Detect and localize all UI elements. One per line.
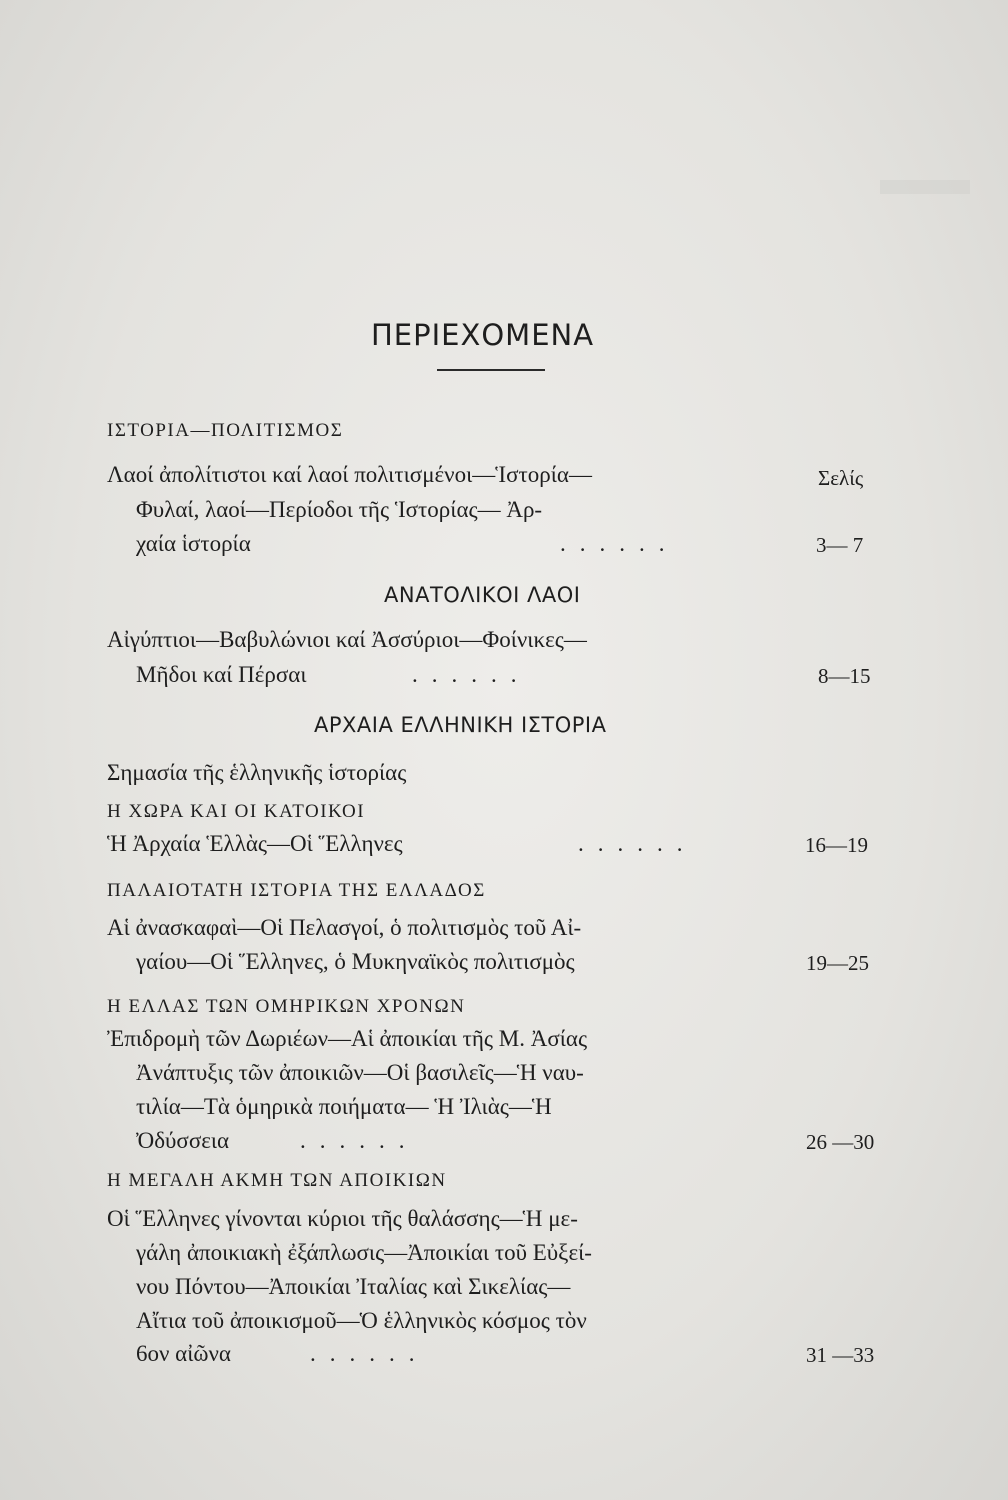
- dot-leader: ......: [560, 531, 679, 556]
- dot-leader: ......: [310, 1341, 429, 1366]
- page-range: 3— 7: [816, 533, 864, 557]
- page-range: 16—19: [805, 833, 868, 857]
- toc-line: 6ον αἰῶνα: [136, 1341, 231, 1366]
- toc-line: Ἐπιδρομὴ τῶν Δωριέων—Αἱ ἀποικίαι τῆς Μ. Ἀσίας: [107, 1026, 588, 1051]
- toc-line: νου Πόντου—Ἀποικίαι Ἰταλίας καὶ Σικελίας—: [136, 1274, 571, 1299]
- toc-line: Φυλαί, λαοί—Περίοδοι τῆς Ἱστορίας— Ἀρ-: [136, 497, 543, 522]
- page-range: 26 —30: [806, 1130, 875, 1154]
- toc-line: Ἀνάπτυξις τῶν ἀποικιῶν—Οἱ βασιλεῖς—Ἡ ναυ-: [136, 1060, 584, 1085]
- toc-line: γάλη ἀποικιακὴ ἐξάπλωσις—Ἀποικίαι τοῦ Εὐξεί-: [136, 1240, 592, 1265]
- page-range: 8—15: [818, 664, 871, 688]
- dot-leader: ......: [578, 831, 697, 856]
- toc-line: χαία ἱστορία: [136, 531, 251, 556]
- toc-line: Ἡ Ἀρχαία Ἑλλὰς—Οἱ Ἕλληνες: [107, 831, 403, 856]
- toc-line: Σημασία τῆς ἑλληνικῆς ἱστορίας: [107, 760, 407, 785]
- toc-line: Αἰγύπτιοι—Βαβυλώνιοι καί Ἀσσύριοι—Φοίνικες—: [107, 627, 587, 652]
- page-column-label: Σελίς: [818, 466, 864, 490]
- page-title: ΠΕΡΙΕΧΟΜΕΝΑ: [371, 318, 595, 352]
- toc-line: Λαοί ἀπολίτιστοι καί λαοί πολιτισμένοι—Ἱστορία—: [107, 462, 592, 487]
- section-heading-istoria: ΙΣΤΟΡΙΑ—ΠΟΛΙΤΙΣΜΟΣ: [107, 420, 344, 441]
- section-heading-palaiotati: ΠΑΛΑΙΟΤΑΤΗ ΙΣΤΟΡΙΑ ΤΗΣ ΕΛΛΑΔΟΣ: [107, 880, 486, 901]
- section-title-archaia: ΑΡΧΑΙΑ ΕΛΛΗΝΙΚΗ ΙΣΤΟΡΙΑ: [314, 713, 607, 737]
- section-title-anatolikoi: ΑΝΑΤΟΛΙΚΟΙ ΛΑΟΙ: [384, 583, 581, 607]
- bleed-through-decoration: [880, 180, 970, 194]
- page-range: 31 —33: [806, 1343, 875, 1367]
- dot-leader: ......: [300, 1128, 419, 1153]
- toc-line: Αἱ ἀνασκαφαὶ—Οἱ Πελασγοί, ὁ πολιτισμὸς τοῦ Αἰ-: [107, 915, 582, 940]
- title-underline: [437, 369, 545, 371]
- toc-line: τιλία—Τὰ ὁμηρικὰ ποιήματα— Ἡ Ἰλιὰς—Ἡ: [136, 1094, 552, 1119]
- section-heading-omirikon: Η ΕΛΛΑΣ ΤΩΝ ΟΜΗΡΙΚΩΝ ΧΡΟΝΩΝ: [107, 996, 466, 1017]
- toc-line: Μῆδοι καί Πέρσαι: [136, 662, 307, 687]
- section-heading-chora: Η ΧΩΡΑ ΚΑΙ ΟΙ ΚΑΤΟΙΚΟΙ: [107, 801, 366, 822]
- page-range: 19—25: [806, 951, 869, 975]
- toc-line: Ὀδύσσεια: [136, 1128, 230, 1153]
- toc-line: Οἱ Ἕλληνες γίνονται κύριοι τῆς θαλάσσης—Ἡ με-: [107, 1206, 578, 1231]
- dot-leader: ......: [412, 662, 531, 687]
- section-heading-akmi: Η ΜΕΓΑΛΗ ΑΚΜΗ ΤΩΝ ΑΠΟΙΚΙΩΝ: [107, 1170, 447, 1191]
- toc-line: γαίου—Οἱ Ἕλληνες, ὁ Μυκηναϊκὸς πολιτισμὸς: [136, 949, 575, 974]
- toc-line: Αἴτια τοῦ ἀποικισμοῦ—Ὁ ἑλληνικὸς κόσμος τὸν: [136, 1308, 587, 1333]
